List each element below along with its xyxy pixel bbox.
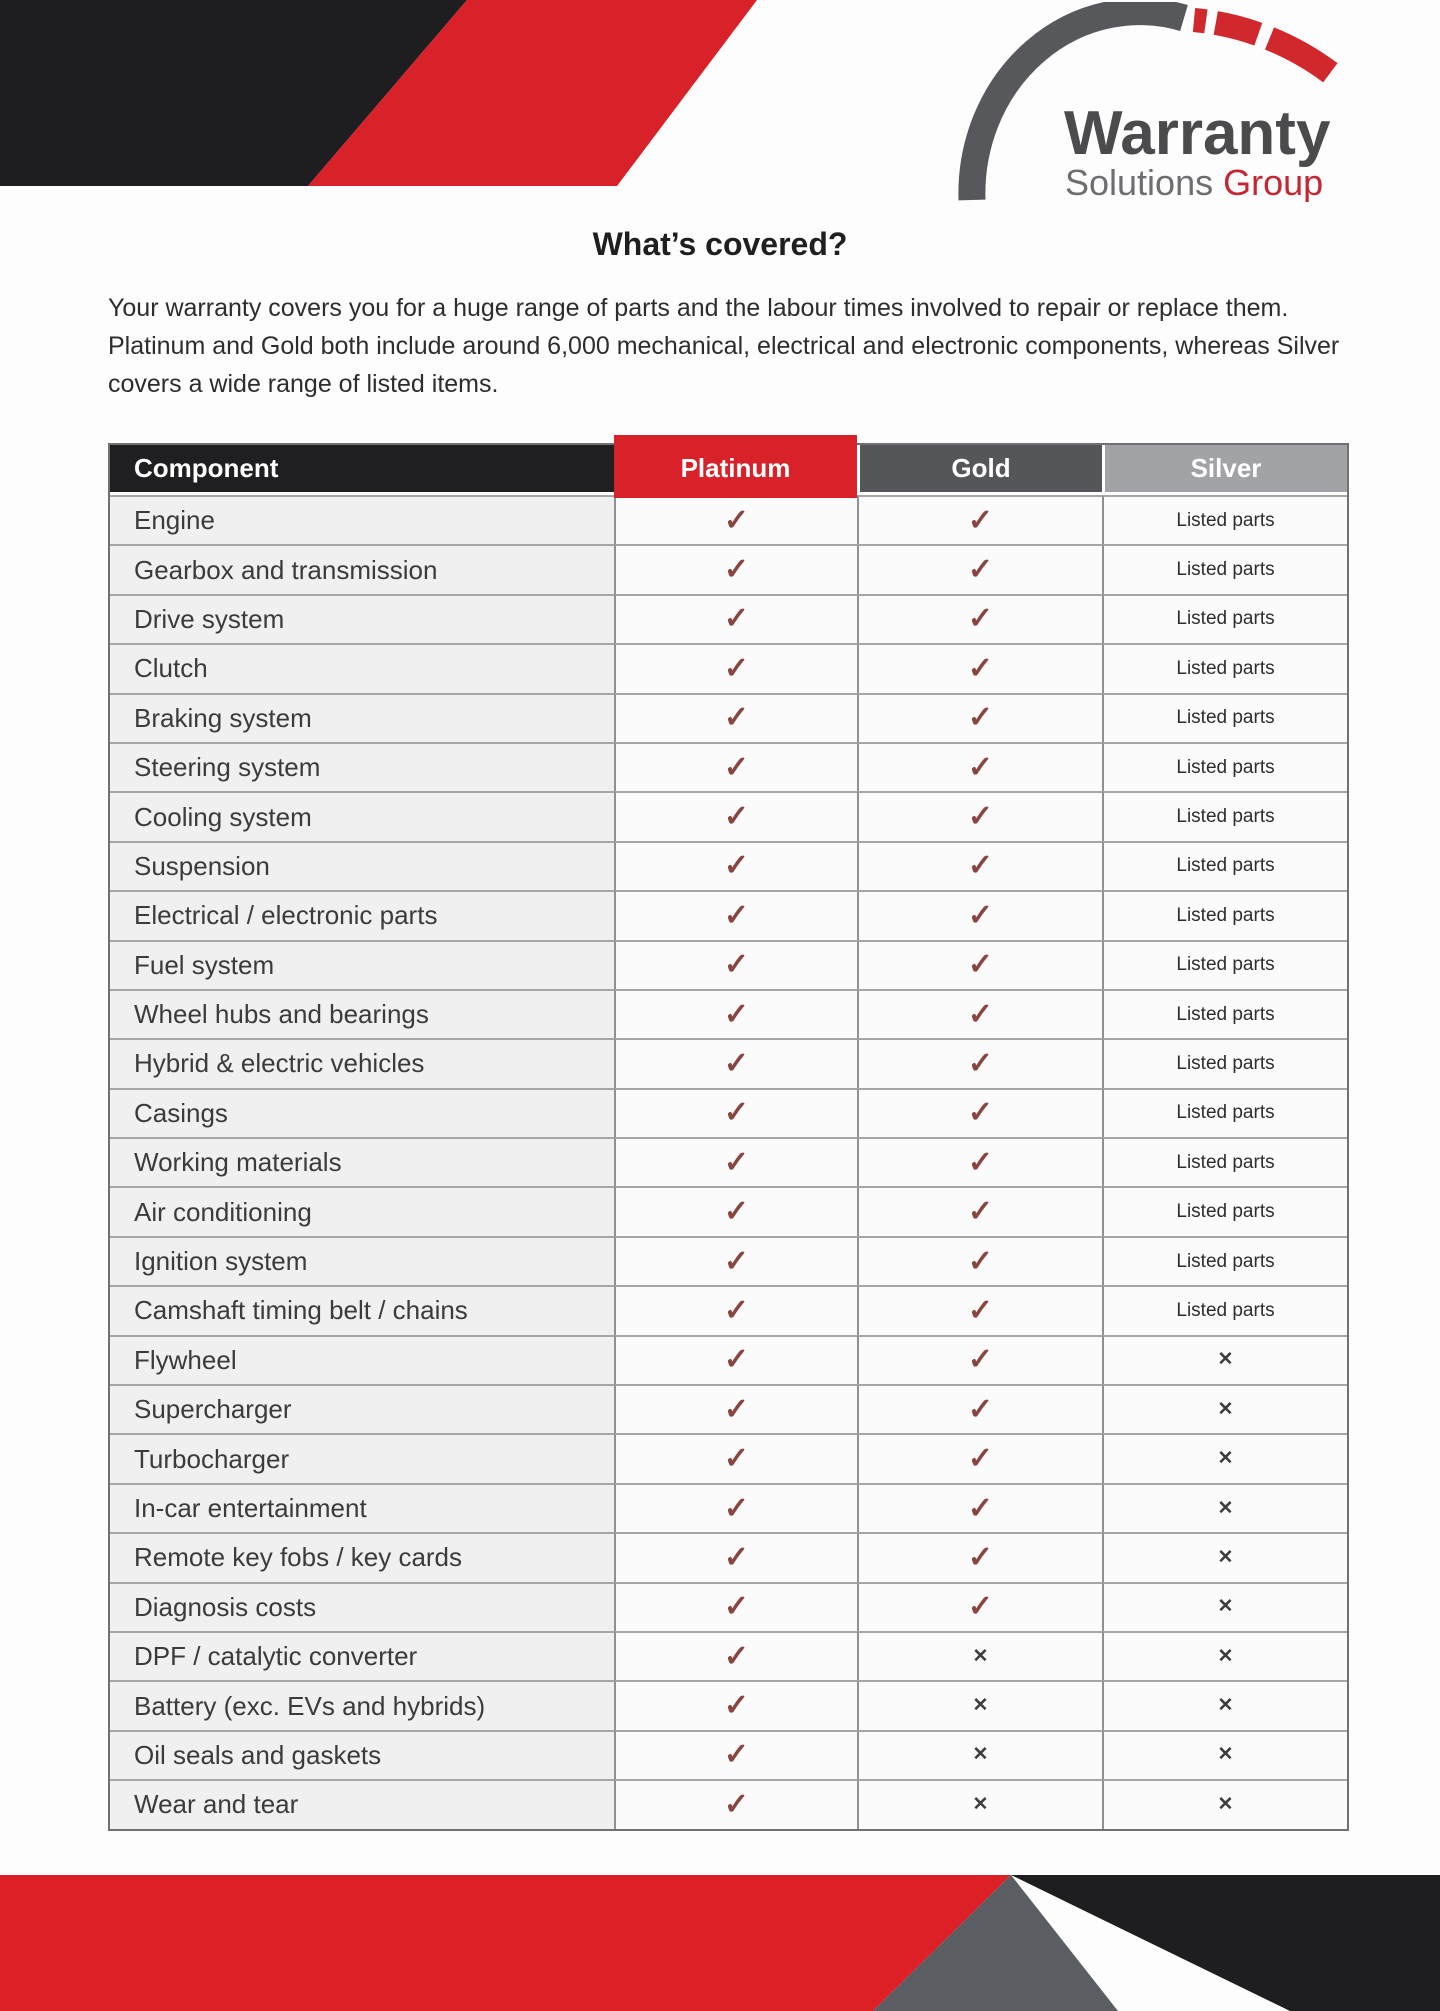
- component-cell: Turbocharger: [110, 1433, 614, 1482]
- gold-cell: [857, 1779, 1102, 1828]
- silver-cell: [1102, 742, 1347, 791]
- gold-cell: [857, 791, 1102, 840]
- platinum-cell: [614, 1186, 857, 1235]
- check-icon: ✓: [723, 1787, 750, 1821]
- listed-parts-label: Listed parts: [1176, 1201, 1275, 1223]
- silver-cell: [1102, 495, 1347, 544]
- silver-cell: [1102, 989, 1347, 1038]
- silver-cell: [1102, 841, 1347, 890]
- check-icon: ✓: [967, 651, 994, 685]
- table-row: [110, 1730, 1347, 1779]
- platinum-cell: [614, 1285, 857, 1334]
- footer-banner: [0, 1875, 1440, 2011]
- platinum-cell: [614, 495, 857, 544]
- check-icon: ✓: [723, 1343, 750, 1377]
- silver-cell: [1102, 1137, 1347, 1186]
- check-icon: ✓: [967, 602, 994, 636]
- gold-cell: [857, 1137, 1102, 1186]
- component-cell: DPF / catalytic converter: [110, 1631, 614, 1680]
- check-icon: ✓: [723, 602, 750, 636]
- check-icon: ✓: [967, 701, 994, 735]
- check-icon: ✓: [967, 1145, 994, 1179]
- listed-parts-label: Listed parts: [1176, 509, 1275, 531]
- gold-cell: [857, 1631, 1102, 1680]
- table-row: [110, 1433, 1347, 1482]
- platinum-cell: [614, 841, 857, 890]
- platinum-cell: [614, 643, 857, 692]
- silver-cell: [1102, 940, 1347, 989]
- gold-cell: [857, 1582, 1102, 1631]
- component-cell: Suspension: [110, 841, 614, 890]
- table-row: [110, 1285, 1347, 1334]
- column-header-platinum: Platinum: [614, 445, 857, 495]
- column-header-component: Component: [110, 445, 614, 495]
- check-icon: ✓: [967, 1540, 994, 1574]
- cross-icon: ✕: [1217, 1744, 1234, 1766]
- coverage-table-wrap: [108, 443, 1345, 1831]
- table-row: [110, 495, 1347, 544]
- check-icon: ✓: [967, 898, 994, 932]
- check-icon: ✓: [723, 800, 750, 834]
- table-row: [110, 742, 1347, 791]
- component-cell: Drive system: [110, 594, 614, 643]
- gold-cell: [857, 1730, 1102, 1779]
- listed-parts-label: Listed parts: [1176, 1052, 1275, 1074]
- gold-cell: [857, 940, 1102, 989]
- platinum-cell: [614, 1038, 857, 1087]
- check-icon: ✓: [967, 1590, 994, 1624]
- cross-icon: ✕: [1217, 1695, 1234, 1717]
- check-icon: ✓: [967, 1046, 994, 1080]
- check-icon: ✓: [967, 948, 994, 982]
- cross-icon: ✕: [1217, 1497, 1234, 1519]
- listed-parts-label: Listed parts: [1176, 1250, 1275, 1272]
- check-icon: ✓: [723, 1145, 750, 1179]
- silver-cell: [1102, 643, 1347, 692]
- listed-parts-label: Listed parts: [1176, 1003, 1275, 1025]
- check-icon: ✓: [723, 750, 750, 784]
- platinum-cell: [614, 989, 857, 1038]
- component-cell: Working materials: [110, 1137, 614, 1186]
- check-icon: ✓: [723, 1392, 750, 1426]
- listed-parts-label: Listed parts: [1176, 954, 1275, 976]
- intro-paragraph: Your warranty covers you for a huge range of parts and the labour times involved to repair or replace them. Platinum and Gold both include around 6,000 mechanical, electrical and electronic components, whereas Silver covers a wide range of listed items.: [108, 294, 1340, 398]
- platinum-cell: [614, 544, 857, 593]
- platinum-cell: [614, 1532, 857, 1581]
- platinum-cell: [614, 1384, 857, 1433]
- silver-cell: [1102, 594, 1347, 643]
- listed-parts-label: Listed parts: [1176, 756, 1275, 778]
- table-row: [110, 1088, 1347, 1137]
- table-row: [110, 1779, 1347, 1828]
- check-icon: ✓: [723, 651, 750, 685]
- table-row: [110, 1335, 1347, 1384]
- platinum-cell: [614, 1335, 857, 1384]
- component-cell: Braking system: [110, 693, 614, 742]
- gold-cell: [857, 1038, 1102, 1087]
- check-icon: ✓: [723, 1540, 750, 1574]
- component-cell: Camshaft timing belt / chains: [110, 1285, 614, 1334]
- header-row: [110, 445, 1347, 495]
- gold-cell: [857, 1433, 1102, 1482]
- check-icon: ✓: [723, 948, 750, 982]
- gold-cell: [857, 495, 1102, 544]
- component-cell: Wheel hubs and bearings: [110, 989, 614, 1038]
- silver-cell: [1102, 1779, 1347, 1828]
- check-icon: ✓: [723, 1639, 750, 1673]
- component-cell: Cooling system: [110, 791, 614, 840]
- check-icon: ✓: [967, 553, 994, 587]
- silver-cell: [1102, 1236, 1347, 1285]
- table-row: [110, 1137, 1347, 1186]
- gold-cell: [857, 594, 1102, 643]
- check-icon: ✓: [967, 750, 994, 784]
- cross-icon: ✕: [1217, 1448, 1234, 1470]
- logo-wordmark-solutions: Solutions: [1065, 162, 1214, 202]
- listed-parts-label: Listed parts: [1176, 1151, 1275, 1173]
- cross-icon: ✕: [1217, 1546, 1234, 1568]
- component-cell: Wear and tear: [110, 1779, 614, 1828]
- platinum-cell: [614, 1730, 857, 1779]
- platinum-cell: [614, 940, 857, 989]
- check-icon: ✓: [967, 1195, 994, 1229]
- check-icon: ✓: [967, 1343, 994, 1377]
- cross-icon: ✕: [1217, 1645, 1234, 1667]
- component-cell: Electrical / electronic parts: [110, 890, 614, 939]
- table-row: [110, 1631, 1347, 1680]
- cross-icon: ✕: [972, 1695, 989, 1717]
- check-icon: ✓: [723, 1491, 750, 1525]
- component-cell: Clutch: [110, 643, 614, 692]
- cross-icon: ✕: [1217, 1793, 1234, 1815]
- table-row: [110, 594, 1347, 643]
- silver-cell: [1102, 1680, 1347, 1729]
- component-cell: Engine: [110, 495, 614, 544]
- platinum-cell: [614, 1779, 857, 1828]
- gold-cell: [857, 890, 1102, 939]
- listed-parts-label: Listed parts: [1176, 657, 1275, 679]
- column-header-silver: Silver: [1102, 445, 1347, 495]
- table-row: [110, 791, 1347, 840]
- cross-icon: ✕: [1217, 1349, 1234, 1371]
- cross-icon: ✕: [1217, 1398, 1234, 1420]
- platinum-cell: [614, 742, 857, 791]
- platinum-cell: [614, 1582, 857, 1631]
- component-cell: Diagnosis costs: [110, 1582, 614, 1631]
- check-icon: ✓: [723, 1046, 750, 1080]
- check-icon: ✓: [723, 1244, 750, 1278]
- table-row: [110, 989, 1347, 1038]
- check-icon: ✓: [967, 503, 994, 537]
- silver-cell: [1102, 1285, 1347, 1334]
- logo-wordmark-top: Warranty: [1064, 99, 1331, 168]
- component-cell: Steering system: [110, 742, 614, 791]
- silver-cell: [1102, 1483, 1347, 1532]
- component-cell: Gearbox and transmission: [110, 544, 614, 593]
- gold-cell: [857, 1680, 1102, 1729]
- gold-cell: [857, 1186, 1102, 1235]
- check-icon: ✓: [723, 1293, 750, 1327]
- silver-cell: [1102, 1433, 1347, 1482]
- platinum-cell: [614, 1236, 857, 1285]
- table-row: [110, 890, 1347, 939]
- check-icon: ✓: [723, 1590, 750, 1624]
- platinum-cell: [614, 1137, 857, 1186]
- gold-cell: [857, 1483, 1102, 1532]
- gold-cell: [857, 1285, 1102, 1334]
- table-row: [110, 1384, 1347, 1433]
- platinum-cell: [614, 594, 857, 643]
- silver-cell: [1102, 1582, 1347, 1631]
- cross-icon: ✕: [972, 1793, 989, 1815]
- platinum-cell: [614, 693, 857, 742]
- listed-parts-label: Listed parts: [1176, 904, 1275, 926]
- table-row: [110, 1532, 1347, 1581]
- gold-cell: [857, 544, 1102, 593]
- cross-icon: ✕: [972, 1744, 989, 1766]
- table-row: [110, 1582, 1347, 1631]
- check-icon: ✓: [723, 997, 750, 1031]
- listed-parts-label: Listed parts: [1176, 608, 1275, 630]
- gold-cell: [857, 742, 1102, 791]
- table-row: [110, 643, 1347, 692]
- platinum-cell: [614, 791, 857, 840]
- gold-cell: [857, 841, 1102, 890]
- component-cell: Flywheel: [110, 1335, 614, 1384]
- cross-icon: ✕: [1217, 1596, 1234, 1618]
- warranty-solutions-group-logo: [942, 2, 1424, 202]
- silver-cell: [1102, 1186, 1347, 1235]
- platinum-cell: [614, 890, 857, 939]
- check-icon: ✓: [967, 849, 994, 883]
- check-icon: ✓: [723, 553, 750, 587]
- listed-parts-label: Listed parts: [1176, 1299, 1275, 1321]
- platinum-cell: [614, 1433, 857, 1482]
- coverage-table-body: [110, 495, 1347, 1829]
- logo-wordmark-group: Group: [1223, 162, 1324, 202]
- listed-parts-label: Listed parts: [1176, 707, 1275, 729]
- table-row: [110, 544, 1347, 593]
- silver-cell: [1102, 1038, 1347, 1087]
- check-icon: ✓: [967, 1392, 994, 1426]
- table-row: [110, 1186, 1347, 1235]
- component-cell: Hybrid & electric vehicles: [110, 1038, 614, 1087]
- platinum-cell: [614, 1483, 857, 1532]
- check-icon: ✓: [967, 1293, 994, 1327]
- cross-icon: ✕: [972, 1645, 989, 1667]
- component-cell: Oil seals and gaskets: [110, 1730, 614, 1779]
- gold-cell: [857, 1384, 1102, 1433]
- component-cell: Battery (exc. EVs and hybrids): [110, 1680, 614, 1729]
- silver-cell: [1102, 890, 1347, 939]
- component-cell: Casings: [110, 1088, 614, 1137]
- silver-cell: [1102, 1335, 1347, 1384]
- table-row: [110, 1038, 1347, 1087]
- silver-cell: [1102, 544, 1347, 593]
- check-icon: ✓: [723, 849, 750, 883]
- check-icon: ✓: [723, 1195, 750, 1229]
- component-cell: Remote key fobs / key cards: [110, 1532, 614, 1581]
- check-icon: ✓: [723, 898, 750, 932]
- check-icon: ✓: [723, 503, 750, 537]
- component-cell: Ignition system: [110, 1236, 614, 1285]
- gold-cell: [857, 693, 1102, 742]
- check-icon: ✓: [723, 1096, 750, 1130]
- silver-cell: [1102, 791, 1347, 840]
- listed-parts-label: Listed parts: [1176, 806, 1275, 828]
- silver-cell: [1102, 1532, 1347, 1581]
- component-cell: In-car entertainment: [110, 1483, 614, 1532]
- listed-parts-label: Listed parts: [1176, 1102, 1275, 1124]
- listed-parts-label: Listed parts: [1176, 559, 1275, 581]
- check-icon: ✓: [723, 1738, 750, 1772]
- gold-cell: [857, 989, 1102, 1038]
- page-title: What’s covered?: [592, 226, 848, 262]
- gold-cell: [857, 1088, 1102, 1137]
- silver-cell: [1102, 1730, 1347, 1779]
- table-row: [110, 940, 1347, 989]
- platinum-cell: [614, 1680, 857, 1729]
- silver-cell: [1102, 1384, 1347, 1433]
- silver-cell: [1102, 693, 1347, 742]
- check-icon: ✓: [967, 1244, 994, 1278]
- table-row: [110, 1680, 1347, 1729]
- svg-text:Solutions Group: [1065, 162, 1323, 202]
- platinum-cell: [614, 1631, 857, 1680]
- gold-cell: [857, 643, 1102, 692]
- table-row: [110, 841, 1347, 890]
- silver-cell: [1102, 1088, 1347, 1137]
- component-cell: Supercharger: [110, 1384, 614, 1433]
- listed-parts-label: Listed parts: [1176, 855, 1275, 877]
- check-icon: ✓: [967, 1442, 994, 1476]
- check-icon: ✓: [723, 1689, 750, 1723]
- silver-cell: [1102, 1631, 1347, 1680]
- column-header-gold: Gold: [857, 445, 1102, 495]
- check-icon: ✓: [723, 1442, 750, 1476]
- gold-cell: [857, 1335, 1102, 1384]
- table-row: [110, 693, 1347, 742]
- speedometer-arc-icon: [942, 2, 1424, 202]
- check-icon: ✓: [967, 1096, 994, 1130]
- component-cell: Air conditioning: [110, 1186, 614, 1235]
- check-icon: ✓: [967, 800, 994, 834]
- gold-cell: [857, 1532, 1102, 1581]
- check-icon: ✓: [967, 1491, 994, 1525]
- check-icon: ✓: [967, 997, 994, 1031]
- table-row: [110, 1483, 1347, 1532]
- gold-cell: [857, 1236, 1102, 1285]
- platinum-cell: [614, 1088, 857, 1137]
- table-row: [110, 1236, 1347, 1285]
- coverage-table: [108, 443, 1349, 1831]
- check-icon: ✓: [723, 701, 750, 735]
- component-cell: Fuel system: [110, 940, 614, 989]
